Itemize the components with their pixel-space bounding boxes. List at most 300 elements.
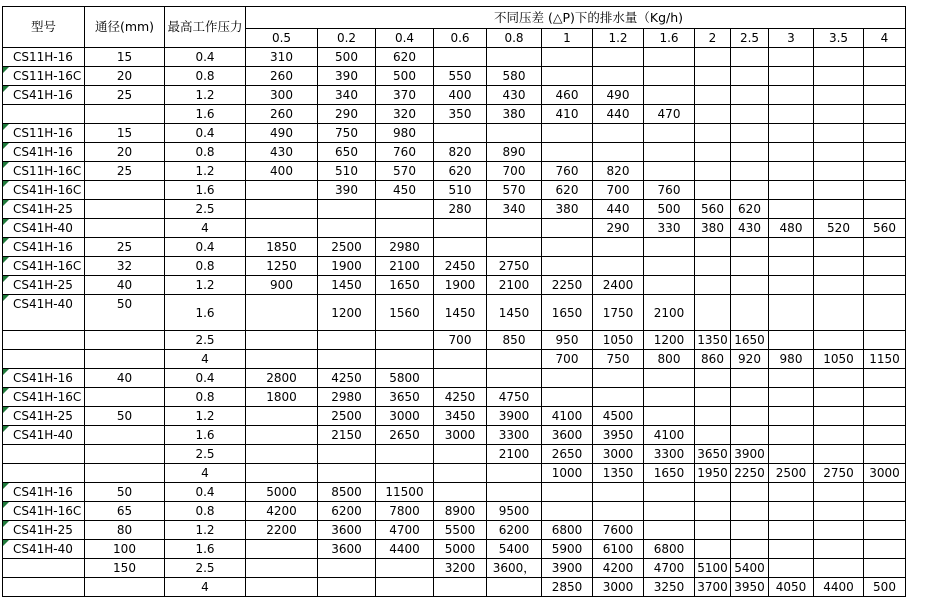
cell-flow [434, 350, 487, 369]
table-row [3, 483, 906, 502]
cell-diameter: 150 [85, 559, 165, 578]
cell-flow [695, 502, 731, 521]
cell-flow: 4400 [814, 578, 864, 597]
table-row [3, 162, 906, 181]
table-row [3, 200, 906, 219]
cell-flow [769, 521, 814, 540]
cell-flow: 1650 [644, 464, 695, 483]
cell-flow: 8500 [318, 483, 376, 502]
cell-flow: 4500 [593, 407, 644, 426]
cell-flow: 3950 [731, 578, 769, 597]
cell-flow [731, 67, 769, 86]
cell-flow [376, 219, 434, 238]
cell-diameter: 25 [85, 238, 165, 257]
cell-flow: 380 [695, 219, 731, 238]
cell-flow: 2750 [814, 464, 864, 483]
cell-max-pressure: 4 [165, 350, 246, 369]
cell-flow [731, 105, 769, 124]
cell-flow: 500 [864, 578, 906, 597]
cell-flow: 4250 [434, 388, 487, 407]
table-row [3, 181, 906, 200]
cell-flow [814, 124, 864, 143]
cell-flow: 570 [376, 162, 434, 181]
cell-max-pressure: 1.2 [165, 162, 246, 181]
cell-max-pressure: 1.6 [165, 426, 246, 445]
cell-flow [731, 86, 769, 105]
cell-flow: 2100 [487, 276, 542, 295]
cell-diameter: 25 [85, 162, 165, 181]
cell-flow [487, 350, 542, 369]
cell-flow: 1350 [695, 331, 731, 350]
header-model: 型号 [3, 7, 85, 48]
cell-flow [731, 124, 769, 143]
cell-flow [731, 388, 769, 407]
cell-diameter [85, 578, 165, 597]
table-row [3, 445, 906, 464]
cell-flow: 1800 [246, 388, 318, 407]
cell-flow [769, 295, 814, 331]
cell-flow [769, 67, 814, 86]
cell-flow: 510 [318, 162, 376, 181]
cell-flow [695, 483, 731, 502]
cell-flow: 320 [376, 105, 434, 124]
cell-flow [731, 295, 769, 331]
cell-flow [864, 124, 906, 143]
cell-flow: 900 [246, 276, 318, 295]
cell-model: CS41H-40 [3, 295, 85, 331]
cell-model: CS41H-40 [3, 540, 85, 559]
cell-flow [542, 388, 593, 407]
cell-flow [731, 162, 769, 181]
cell-flow [769, 445, 814, 464]
cell-model: CS41H-16C [3, 388, 85, 407]
table-row [3, 257, 906, 276]
cell-flow: 3600， [487, 559, 542, 578]
cell-model: CS41H-16 [3, 86, 85, 105]
cell-flow: 6800 [542, 521, 593, 540]
cell-flow [731, 257, 769, 276]
cell-flow: 3200 [434, 559, 487, 578]
cell-flow [318, 219, 376, 238]
cell-flow: 500 [644, 200, 695, 219]
cell-flow: 390 [318, 181, 376, 200]
cell-diameter: 50 [85, 295, 165, 331]
cell-flow [695, 67, 731, 86]
cell-flow: 750 [593, 350, 644, 369]
cell-flow: 380 [487, 105, 542, 124]
cell-flow [644, 521, 695, 540]
cell-flow: 890 [487, 143, 542, 162]
cell-flow [695, 86, 731, 105]
cell-flow: 650 [318, 143, 376, 162]
cell-flow: 1450 [434, 295, 487, 331]
table-row [3, 369, 906, 388]
cell-flow: 620 [731, 200, 769, 219]
cell-flow [487, 369, 542, 388]
table-row [3, 559, 906, 578]
cell-flow [864, 483, 906, 502]
cell-diameter: 65 [85, 502, 165, 521]
cell-flow: 850 [487, 331, 542, 350]
cell-flow: 4100 [542, 407, 593, 426]
cell-flow: 4400 [376, 540, 434, 559]
cell-flow: 700 [487, 162, 542, 181]
cell-flow [376, 578, 434, 597]
cell-flow [376, 464, 434, 483]
table-row [3, 124, 906, 143]
cell-flow: 3600 [542, 426, 593, 445]
cell-flow [814, 426, 864, 445]
cell-flow: 2250 [731, 464, 769, 483]
cell-flow [246, 219, 318, 238]
cell-flow: 330 [644, 219, 695, 238]
cell-flow: 450 [376, 181, 434, 200]
cell-flow [644, 388, 695, 407]
cell-flow: 5000 [246, 483, 318, 502]
cell-flow [864, 540, 906, 559]
cell-flow [769, 407, 814, 426]
cell-flow [814, 502, 864, 521]
cell-flow [434, 219, 487, 238]
cell-flow: 920 [731, 350, 769, 369]
cell-diameter: 50 [85, 407, 165, 426]
cell-max-pressure: 2.5 [165, 331, 246, 350]
cell-flow: 800 [644, 350, 695, 369]
table-row [3, 350, 906, 369]
cell-flow [644, 276, 695, 295]
cell-flow [864, 143, 906, 162]
table-row [3, 331, 906, 350]
cell-flow: 2100 [376, 257, 434, 276]
cell-flow: 260 [246, 105, 318, 124]
cell-flow [769, 238, 814, 257]
cell-flow: 1900 [318, 257, 376, 276]
cell-flow [318, 200, 376, 219]
cell-flow [644, 257, 695, 276]
cell-flow: 1450 [318, 276, 376, 295]
cell-flow: 470 [644, 105, 695, 124]
header-pressure-diff: 1 [542, 29, 593, 48]
table-row [3, 521, 906, 540]
cell-flow [864, 369, 906, 388]
header-pressure-diff: 0.5 [246, 29, 318, 48]
table-row [3, 219, 906, 238]
cell-flow: 2250 [542, 276, 593, 295]
cell-flow: 280 [434, 200, 487, 219]
cell-flow [695, 181, 731, 200]
table-row [3, 540, 906, 559]
cell-flow [246, 350, 318, 369]
cell-flow [731, 483, 769, 502]
cell-flow [487, 238, 542, 257]
cell-flow [593, 388, 644, 407]
cell-flow: 3650 [695, 445, 731, 464]
cell-flow: 340 [487, 200, 542, 219]
cell-flow [593, 257, 644, 276]
cell-diameter [85, 388, 165, 407]
cell-flow [769, 540, 814, 559]
cell-flow [864, 238, 906, 257]
cell-flow: 500 [376, 67, 434, 86]
cell-model [3, 559, 85, 578]
cell-flow [246, 181, 318, 200]
cell-diameter: 15 [85, 124, 165, 143]
cell-flow: 3600 [318, 521, 376, 540]
cell-flow [814, 238, 864, 257]
cell-flow [864, 181, 906, 200]
cell-flow: 1050 [593, 331, 644, 350]
cell-flow: 440 [593, 200, 644, 219]
cell-model: CS41H-25 [3, 521, 85, 540]
cell-flow [376, 350, 434, 369]
cell-flow: 820 [593, 162, 644, 181]
cell-flow [864, 67, 906, 86]
cell-model: CS41H-16 [3, 483, 85, 502]
cell-flow: 400 [246, 162, 318, 181]
cell-flow [246, 578, 318, 597]
cell-flow [434, 48, 487, 67]
cell-flow [814, 48, 864, 67]
cell-model: CS41H-16 [3, 238, 85, 257]
table-row [3, 578, 906, 597]
cell-flow [487, 483, 542, 502]
cell-flow: 560 [864, 219, 906, 238]
cell-flow [814, 295, 864, 331]
cell-flow [644, 483, 695, 502]
cell-model: CS41H-16C [3, 257, 85, 276]
cell-flow: 2200 [246, 521, 318, 540]
cell-diameter [85, 445, 165, 464]
cell-flow [644, 369, 695, 388]
cell-flow [434, 369, 487, 388]
cell-flow [769, 388, 814, 407]
header-pressure-diff: 0.8 [487, 29, 542, 48]
cell-flow: 380 [542, 200, 593, 219]
cell-flow [434, 464, 487, 483]
cell-flow: 340 [318, 86, 376, 105]
cell-flow: 430 [731, 219, 769, 238]
cell-diameter [85, 200, 165, 219]
cell-flow [593, 67, 644, 86]
header-diameter: 通径(mm) [85, 7, 165, 48]
cell-flow [542, 483, 593, 502]
cell-diameter [85, 464, 165, 483]
cell-flow [542, 124, 593, 143]
cell-flow: 430 [487, 86, 542, 105]
cell-max-pressure: 0.4 [165, 238, 246, 257]
cell-flow [695, 388, 731, 407]
cell-flow [644, 86, 695, 105]
cell-max-pressure: 0.8 [165, 257, 246, 276]
cell-flow [434, 238, 487, 257]
cell-flow [814, 143, 864, 162]
cell-flow [542, 257, 593, 276]
cell-flow [695, 540, 731, 559]
cell-flow: 1650 [542, 295, 593, 331]
cell-flow: 5400 [731, 559, 769, 578]
cell-flow: 820 [434, 143, 487, 162]
cell-flow: 1000 [542, 464, 593, 483]
cell-max-pressure: 2.5 [165, 200, 246, 219]
cell-flow [864, 257, 906, 276]
cell-flow: 3900 [542, 559, 593, 578]
cell-flow: 4100 [644, 426, 695, 445]
cell-flow: 6200 [487, 521, 542, 540]
cell-flow [731, 521, 769, 540]
cell-flow: 760 [644, 181, 695, 200]
cell-max-pressure: 0.4 [165, 124, 246, 143]
cell-flow: 760 [542, 162, 593, 181]
cell-flow: 700 [542, 350, 593, 369]
cell-flow [695, 124, 731, 143]
cell-flow [769, 426, 814, 445]
cell-max-pressure: 0.4 [165, 483, 246, 502]
cell-flow [695, 369, 731, 388]
cell-flow: 1950 [695, 464, 731, 483]
cell-flow [814, 483, 864, 502]
cell-flow [769, 276, 814, 295]
cell-flow [376, 331, 434, 350]
cell-flow: 490 [246, 124, 318, 143]
cell-model [3, 331, 85, 350]
table-row [3, 502, 906, 521]
cell-flow: 580 [487, 67, 542, 86]
cell-flow: 3000 [864, 464, 906, 483]
cell-flow: 3650 [376, 388, 434, 407]
cell-flow: 750 [318, 124, 376, 143]
cell-flow: 410 [542, 105, 593, 124]
cell-model: CS11H-16C [3, 67, 85, 86]
cell-flow: 980 [376, 124, 434, 143]
cell-flow [434, 578, 487, 597]
cell-flow: 3300 [487, 426, 542, 445]
cell-flow: 2500 [769, 464, 814, 483]
cell-flow: 620 [376, 48, 434, 67]
cell-max-pressure: 0.4 [165, 369, 246, 388]
cell-flow: 4750 [487, 388, 542, 407]
cell-flow: 2980 [318, 388, 376, 407]
cell-flow [695, 407, 731, 426]
cell-flow [814, 67, 864, 86]
header-pressure-diff: 1.6 [644, 29, 695, 48]
cell-flow [542, 238, 593, 257]
cell-flow: 950 [542, 331, 593, 350]
cell-flow: 3450 [434, 407, 487, 426]
cell-diameter: 50 [85, 483, 165, 502]
cell-flow [318, 350, 376, 369]
cell-model: CS11H-16C [3, 162, 85, 181]
table-row [3, 295, 906, 331]
cell-max-pressure: 1.2 [165, 276, 246, 295]
cell-flow [769, 162, 814, 181]
cell-flow: 1350 [593, 464, 644, 483]
cell-flow [695, 162, 731, 181]
cell-flow [769, 331, 814, 350]
cell-flow: 2750 [487, 257, 542, 276]
cell-flow: 4700 [644, 559, 695, 578]
cell-model: CS41H-25 [3, 276, 85, 295]
cell-flow: 6100 [593, 540, 644, 559]
cell-flow [542, 219, 593, 238]
cell-flow: 3600 [318, 540, 376, 559]
cell-flow: 5100 [695, 559, 731, 578]
cell-flow: 4250 [318, 369, 376, 388]
cell-flow: 7800 [376, 502, 434, 521]
cell-diameter [85, 181, 165, 200]
cell-flow [246, 295, 318, 331]
cell-flow [814, 200, 864, 219]
cell-diameter: 15 [85, 48, 165, 67]
cell-flow: 3900 [487, 407, 542, 426]
cell-flow [487, 578, 542, 597]
cell-flow [695, 143, 731, 162]
cell-flow [864, 559, 906, 578]
cell-flow: 3300 [644, 445, 695, 464]
cell-flow [593, 48, 644, 67]
cell-diameter: 25 [85, 86, 165, 105]
cell-flow [542, 143, 593, 162]
cell-flow [318, 464, 376, 483]
cell-flow: 1750 [593, 295, 644, 331]
cell-flow [864, 502, 906, 521]
cell-flow [695, 105, 731, 124]
cell-flow: 570 [487, 181, 542, 200]
cell-flow [814, 369, 864, 388]
cell-flow [644, 48, 695, 67]
cell-flow: 2850 [542, 578, 593, 597]
cell-flow: 620 [542, 181, 593, 200]
cell-max-pressure: 4 [165, 464, 246, 483]
cell-flow: 8900 [434, 502, 487, 521]
cell-flow [246, 331, 318, 350]
cell-flow [542, 502, 593, 521]
header-pressure-diff: 1.2 [593, 29, 644, 48]
cell-flow: 1650 [731, 331, 769, 350]
table-row [3, 67, 906, 86]
header-pressure-diff: 2 [695, 29, 731, 48]
table-row [3, 238, 906, 257]
header-pressure-diff: 2.5 [731, 29, 769, 48]
cell-flow [644, 67, 695, 86]
cell-flow [695, 238, 731, 257]
cell-flow [769, 86, 814, 105]
cell-flow: 860 [695, 350, 731, 369]
cell-flow: 6800 [644, 540, 695, 559]
cell-flow [864, 407, 906, 426]
table-row [3, 388, 906, 407]
drain-capacity-table [2, 6, 906, 597]
cell-flow [376, 200, 434, 219]
cell-flow: 3000 [376, 407, 434, 426]
cell-flow [864, 200, 906, 219]
cell-flow [769, 502, 814, 521]
cell-flow: 480 [769, 219, 814, 238]
cell-flow [814, 559, 864, 578]
cell-flow [731, 143, 769, 162]
cell-flow [593, 124, 644, 143]
cell-flow [644, 143, 695, 162]
cell-flow: 370 [376, 86, 434, 105]
cell-flow [769, 369, 814, 388]
cell-diameter: 20 [85, 143, 165, 162]
cell-flow [542, 48, 593, 67]
cell-flow: 440 [593, 105, 644, 124]
cell-flow [814, 105, 864, 124]
cell-flow: 2400 [593, 276, 644, 295]
cell-model [3, 350, 85, 369]
cell-flow [814, 276, 864, 295]
cell-flow [731, 238, 769, 257]
